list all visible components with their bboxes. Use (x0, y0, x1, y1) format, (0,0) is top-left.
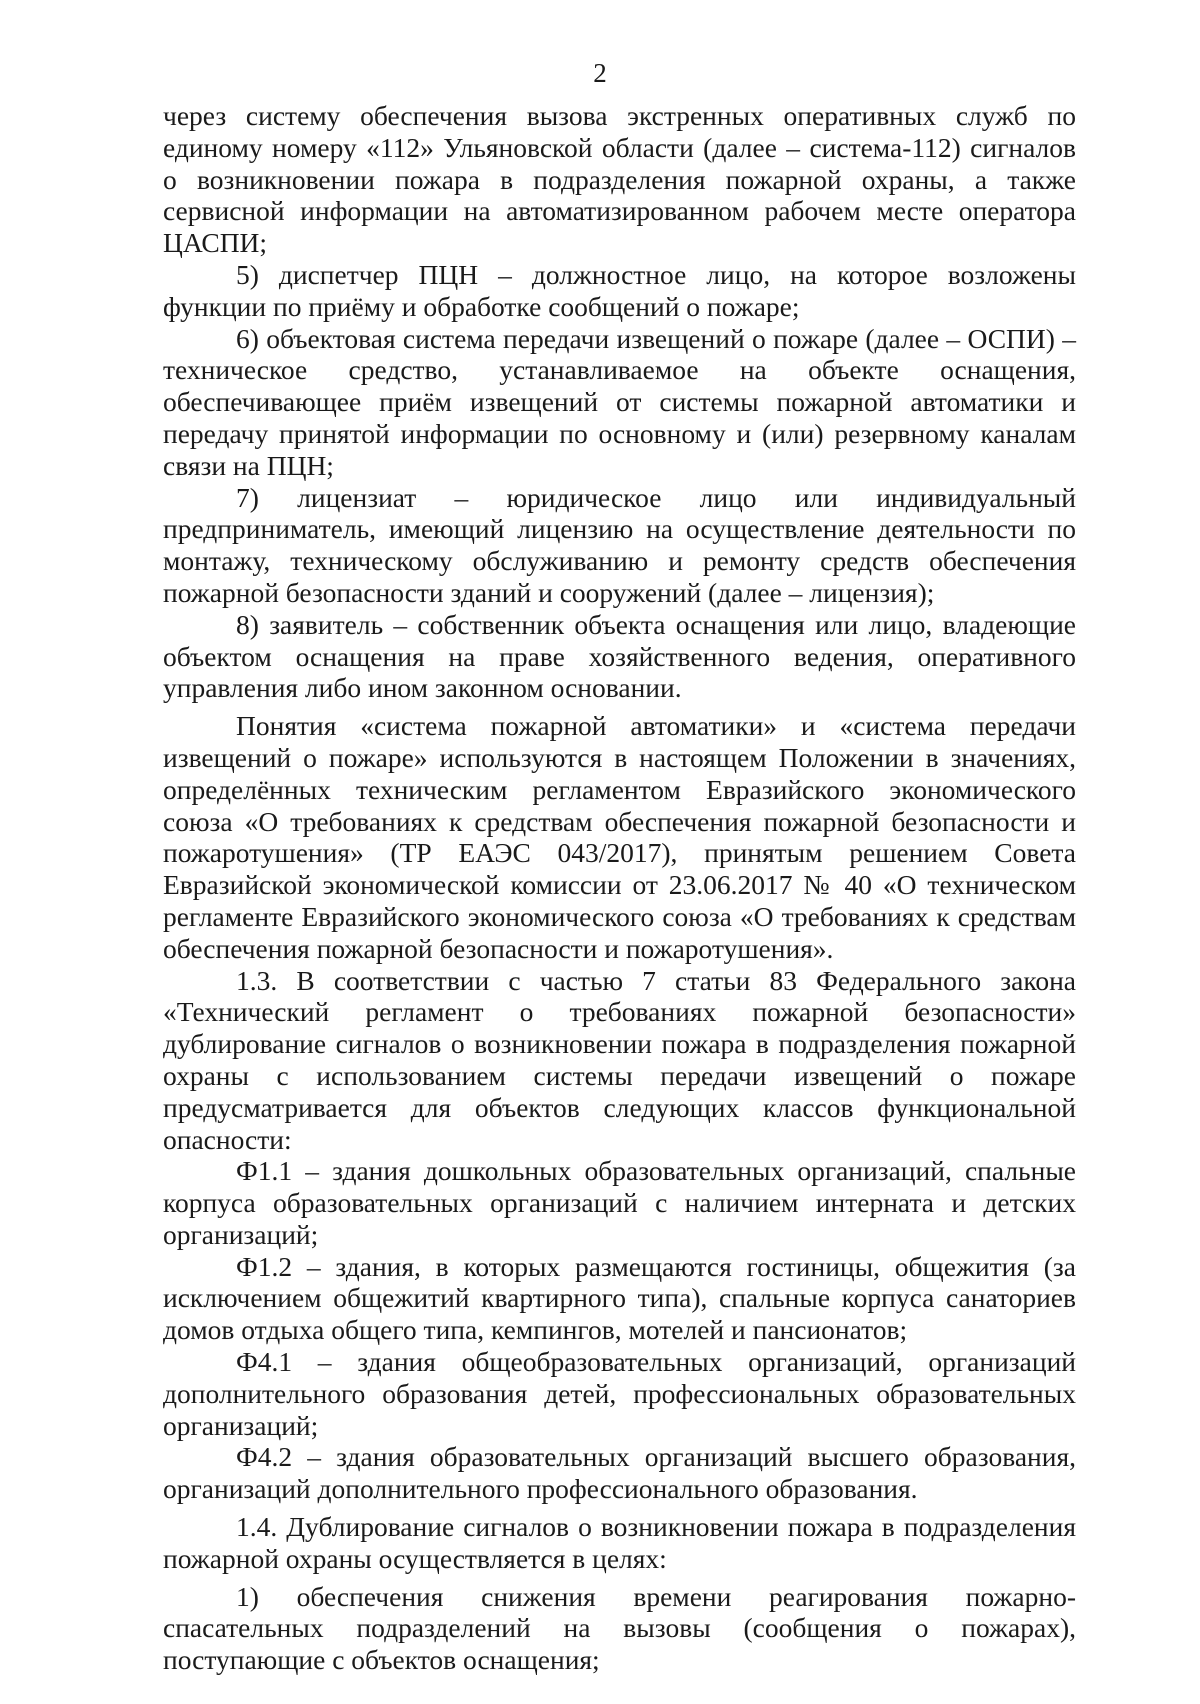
paragraph-goal-1: 1) обеспечения снижения времени реагирования пожарно-спасательных подразделений на вызовы (сообщения о пожарах), поступающие с объектов оснащения; (163, 1580, 1076, 1676)
paragraph-continuation: через систему обеспечения вызова экстренных оперативных служб по единому номеру «112» Ульяновской области (далее – система-112) сигналов о возникновении пожара в подразделения пожарной охраны, а также сервисной информации на автоматизированном рабочем месте оператора ЦАСПИ; (163, 100, 1076, 259)
paragraph-class-f1-1: Ф1.1 – здания дошкольных образовательных организаций, спальные корпуса образовательных организаций с наличием интерната и детских организаций; (163, 1155, 1076, 1250)
paragraph-item-5: 5) диспетчер ПЦН – должностное лицо, на которое возложены функции по приёму и обработке сообщений о пожаре; (163, 258, 1076, 322)
paragraph-definitions: Понятия «система пожарной автоматики» и «система передачи извещений о пожаре» используются в настоящем Положении в значениях, определённых техническим регламентом Евразийского экономического союза «О требованиях к средствам обеспечения пожарной безопасности и пожаротушения» (ТР ЕАЭС 043/2017), принятым решением Совета Евразийской экономической комиссии от 23.06.2017 № 40 «О техническом регламенте Евразийского экономического союза «О требованиях к средствам обеспечения пожарной безопасности и пожаротушения». (163, 710, 1076, 964)
paragraph-item-7: 7) лицензиат – юридическое лицо или индивидуальный предприниматель, имеющий лицензию на осуществление деятельности по монтажу, техническому обслуживанию и ремонту средств обеспечения пожарной безопасности зданий и сооружений (далее – лицензия); (163, 481, 1076, 608)
document-body (163, 100, 1076, 1676)
paragraph-item-6: 6) объектовая система передачи извещений о пожаре (далее – ОСПИ) – техническое средство, устанавливаемое на объекте оснащения, обеспечивающее приём извещений от системы пожарной автоматики и передачу принятой информации по основному и (или) резервному каналам связи на ПЦН; (163, 322, 1076, 481)
paragraph-section-1-3: 1.3. В соответствии с частью 7 статьи 83 Федерального закона «Технический регламент о требованиях пожарной безопасности» дублирование сигналов о возникновении пожара в подразделения пожарной охраны с использованием системы передачи извещений о пожаре предусматривается для объектов следующих классов функциональной опасности: (163, 964, 1076, 1155)
paragraph-item-8: 8) заявитель – собственник объекта оснащения или лицо, владеющие объектом оснащения на праве хозяйственного ведения, оперативного управления либо ином законном основании. (163, 608, 1076, 704)
paragraph-class-f1-2: Ф1.2 – здания, в которых размещаются гостиницы, общежития (за исключением общежитий квартирного типа), спальные корпуса санаториев домов отдыха общего типа, кемпингов, мотелей и пансионатов; (163, 1250, 1076, 1346)
paragraph-section-1-4: 1.4. Дублирование сигналов о возникновении пожара в подразделения пожарной охраны осуществляется в целях: (163, 1511, 1076, 1574)
page-number: 2 (593, 58, 607, 88)
paragraph-class-f4-1: Ф4.1 – здания общеобразовательных организаций, организаций дополнительного образования детей, профессиональных образовательных организаций; (163, 1346, 1076, 1441)
paragraph-class-f4-2: Ф4.2 – здания образовательных организаций высшего образования, организаций дополнительного профессионального образования. (163, 1441, 1076, 1505)
